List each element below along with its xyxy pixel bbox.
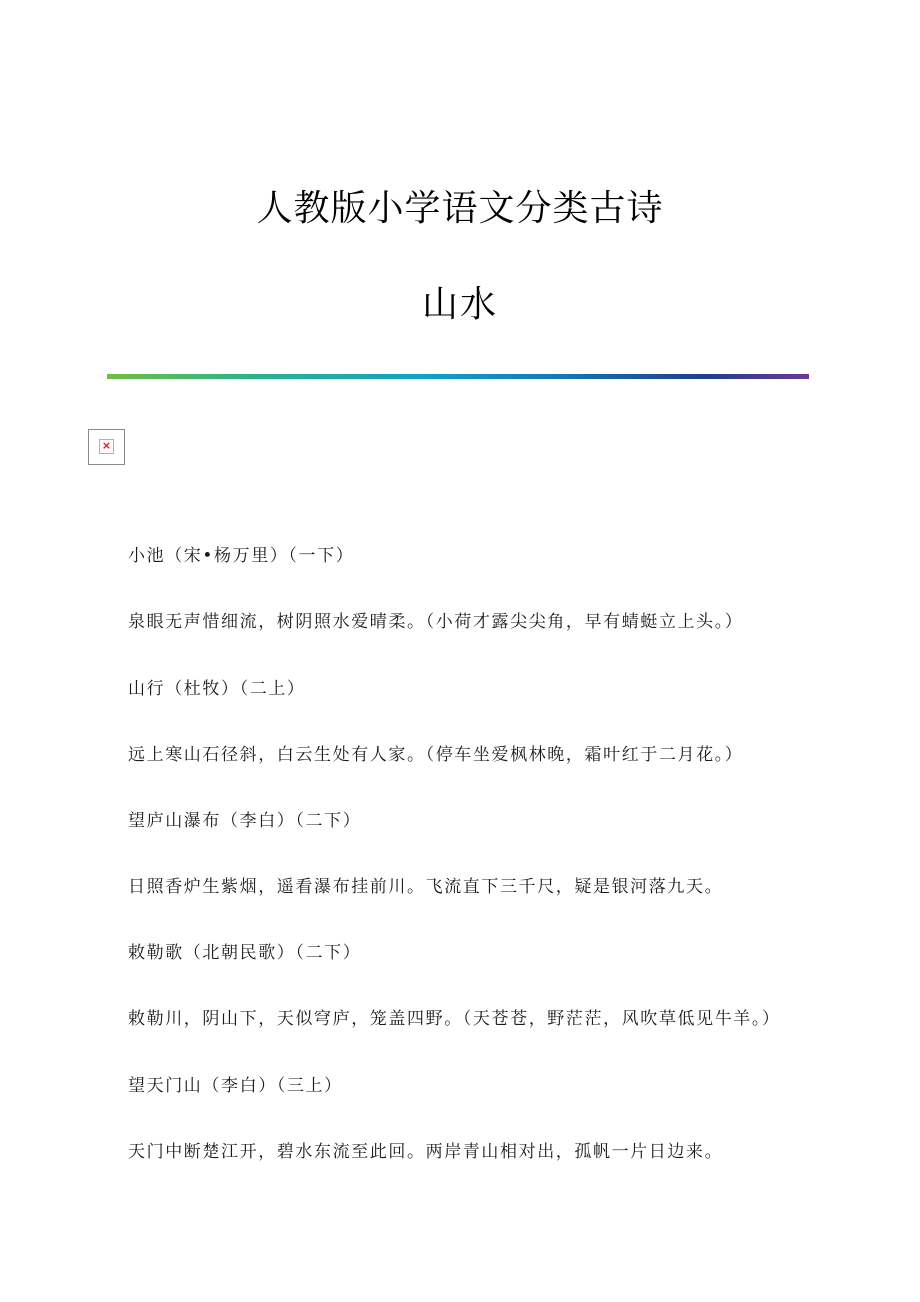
poem-heading-1: 小池（宋•杨万里）（一下） [128, 546, 355, 566]
broken-image-icon [88, 429, 125, 465]
poem-text-3: 日照香炉生紫烟，遥看瀑布挂前川。飞流直下三千尺，疑是银河落九天。 [128, 877, 724, 897]
gradient-divider [107, 374, 809, 379]
broken-image-placeholder [99, 439, 114, 454]
poem-text-2: 远上寒山石径斜，白云生处有人家。（停车坐爱枫林晚，霜叶红于二月花。） [128, 745, 744, 765]
poem-text-4: 敕勒川，阴山下，天似穹庐，笼盖四野。（天苍苍，野茫茫，风吹草低见牛羊。） [128, 1009, 781, 1029]
document-subtitle: 山水 [421, 284, 498, 325]
poem-text-1: 泉眼无声惜细流，树阴照水爱晴柔。（小荷才露尖尖角，早有蜻蜓立上头。） [128, 612, 744, 632]
poem-text-5: 天门中断楚江开，碧水东流至此回。两岸青山相对出，孤帆一片日边来。 [128, 1142, 724, 1162]
poem-heading-3: 望庐山瀑布（李白）（二下） [128, 811, 362, 831]
poem-heading-2: 山行（杜牧）（二上） [128, 679, 306, 699]
red-x-icon: × [101, 439, 112, 452]
poem-heading-4: 敕勒歌（北朝民歌）（二下） [128, 943, 362, 963]
document-title: 人教版小学语文分类古诗 [256, 188, 664, 229]
poem-heading-5: 望天门山（李白）（三上） [128, 1076, 343, 1096]
